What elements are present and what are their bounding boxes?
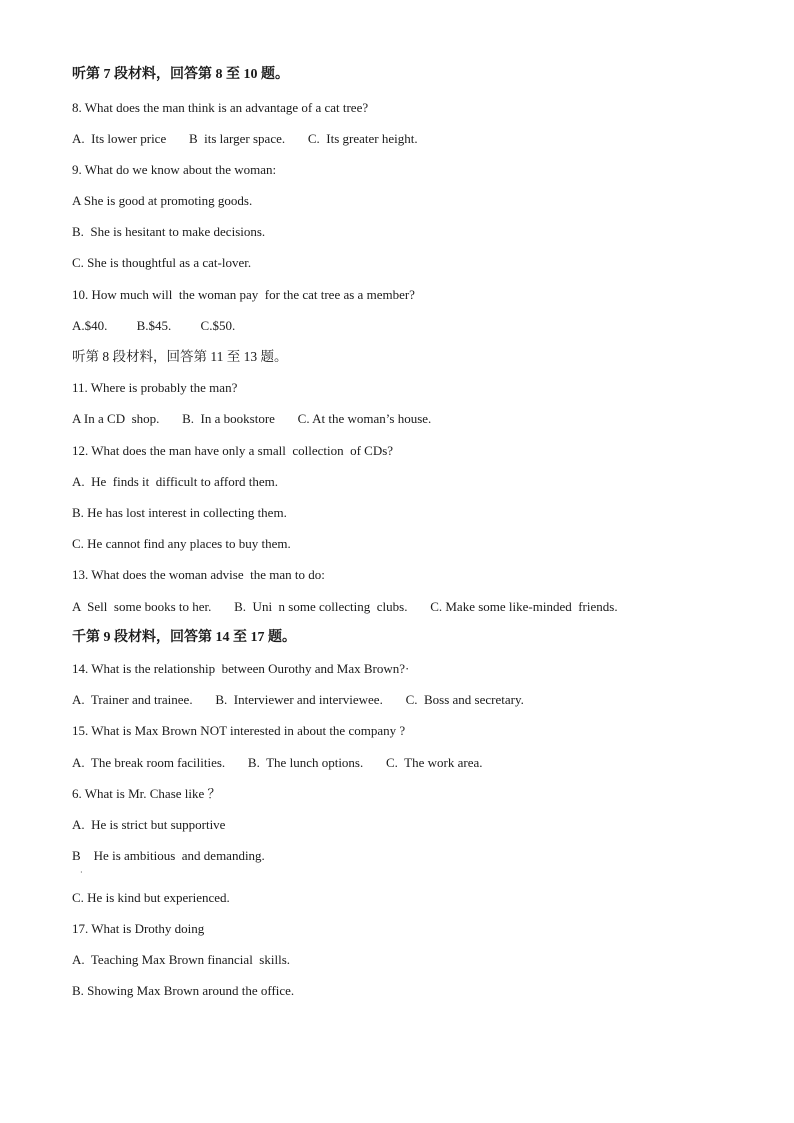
question-13-options: A Sell some books to her. B. Uni n some collecting clubs. C. Make some like-minded friends. xyxy=(72,599,618,614)
question-10: 10. How much will the woman pay for the cat tree as a member? xyxy=(72,287,415,302)
question-12: 12. What does the man have only a small collection of CDs? xyxy=(72,443,394,458)
question-8: 8. What does the man think is an advantage of a cat tree? xyxy=(72,100,369,115)
question-17-option-b: B. Showing Max Brown around the office. xyxy=(72,983,295,998)
question-16-option-c: C. He is kind but experienced. xyxy=(72,890,230,905)
question-12-option-b: B. He has lost interest in collecting them. xyxy=(72,505,287,520)
question-16: 6. What is Mr. Chase like ？ xyxy=(72,786,221,801)
question-17-option-a: A. Teaching Max Brown financial skills. xyxy=(72,952,291,967)
question-12-option-a: A. He finds it difficult to afford them. xyxy=(72,474,279,489)
question-8-options: A. Its lower price B its larger space. C. Its greater height. xyxy=(72,131,418,146)
section-heading-passage-7: 听第 7 段材料，回答第 8 至 10 题。 xyxy=(72,67,289,82)
question-14-options: A. Trainer and trainee. B. Interviewer and interviewee. C. Boss and secretary. xyxy=(72,692,524,707)
question-16-option-b: B He is ambitious and demanding. xyxy=(72,848,265,863)
question-15-options: A. The break room facilities. B. The lunch options. C. The work area. xyxy=(72,755,483,770)
question-17: 17. What is Drothy doing xyxy=(72,921,205,936)
question-15: 15. What is Max Brown NOT interested in about the company ? xyxy=(72,723,406,738)
question-10-options: A.$40. B.$45. C.$50. xyxy=(72,318,236,333)
question-9-option-c: C. She is thoughtful as a cat-lover. xyxy=(72,255,252,270)
question-11: 11. Where is probably the man? xyxy=(72,380,238,395)
question-11-options: A In a CD shop. B. In a bookstore C. At the woman’s house. xyxy=(72,411,432,426)
question-9-option-a: A She is good at promoting goods. xyxy=(72,193,253,208)
section-heading-passage-9: 千第 9 段材料，回答第 14 至 17 题。 xyxy=(72,630,296,645)
question-13: 13. What does the woman advise the man to do: xyxy=(72,567,325,582)
section-heading-passage-8: 听第 8 段材料，回答第 11 至 13 题。 xyxy=(72,349,288,364)
stray-mark: · xyxy=(80,868,83,877)
question-14: 14. What is the relationship between Ourothy and Max Brown?· xyxy=(72,661,410,676)
question-16-option-a: A. He is strict but supportive xyxy=(72,817,226,832)
question-12-option-c: C. He cannot find any places to buy them. xyxy=(72,536,291,551)
question-9-option-b: B. She is hesitant to make decisions. xyxy=(72,224,266,239)
question-9: 9. What do we know about the woman: xyxy=(72,162,277,177)
